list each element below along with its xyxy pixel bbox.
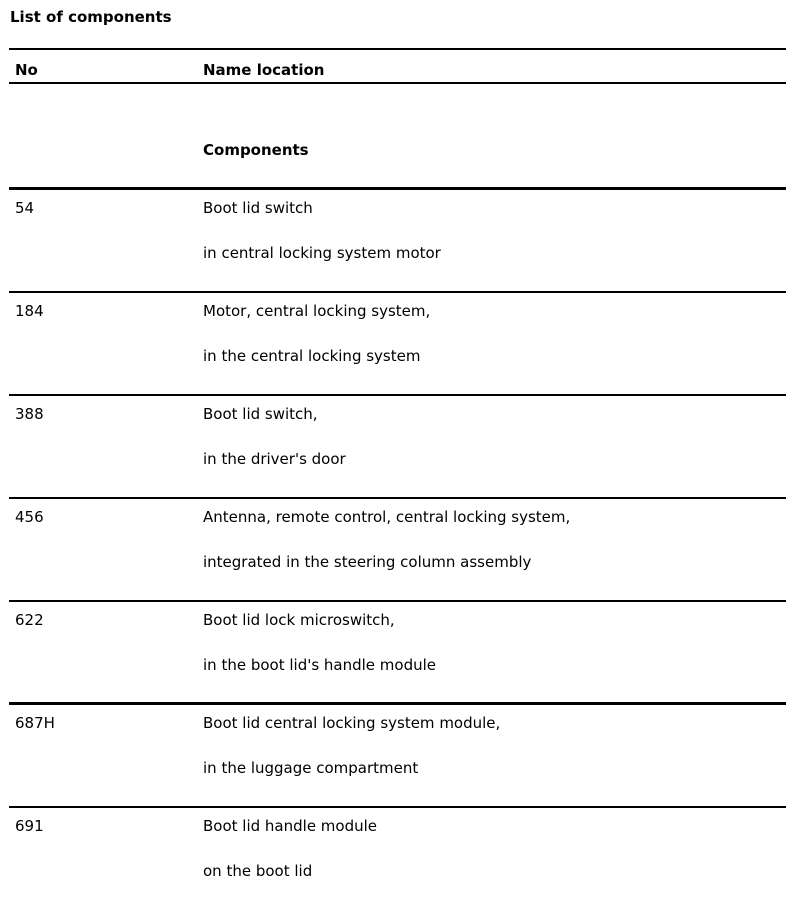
component-number: 388: [15, 405, 44, 423]
component-number: 622: [15, 611, 44, 629]
components-table: [9, 48, 786, 911]
document-title: List of components: [10, 8, 172, 26]
component-location: in the driver's door: [203, 450, 346, 468]
component-name: Motor, central locking system,: [203, 302, 431, 320]
table-header-row: [9, 48, 786, 84]
component-name: Antenna, remote control, central locking system,: [203, 508, 571, 526]
component-number: 456: [15, 508, 44, 526]
component-number: 687H: [15, 714, 55, 732]
table-row: [9, 190, 786, 293]
component-location: in the luggage compartment: [203, 759, 419, 777]
component-name: Boot lid switch,: [203, 405, 318, 423]
table-row: [9, 808, 786, 911]
component-location: integrated in the steering column assembly: [203, 553, 532, 571]
component-number: 184: [15, 302, 44, 320]
section-label: Components: [203, 141, 309, 159]
header-no: No: [15, 61, 38, 79]
component-location: on the boot lid: [203, 862, 313, 880]
table-row: [9, 293, 786, 396]
table-row: [9, 705, 786, 808]
component-name: Boot lid handle module: [203, 817, 378, 835]
section-row-components: [9, 84, 786, 190]
table-row: [9, 499, 786, 602]
component-number: 54: [15, 199, 35, 217]
component-name: Boot lid lock microswitch,: [203, 611, 395, 629]
component-location: in central locking system motor: [203, 244, 441, 262]
component-name: Boot lid central locking system module,: [203, 714, 501, 732]
table-row: [9, 602, 786, 705]
component-number: 691: [15, 817, 44, 835]
component-name: Boot lid switch: [203, 199, 313, 217]
component-location: in the boot lid's handle module: [203, 656, 437, 674]
table-row: [9, 396, 786, 499]
component-location: in the central locking system: [203, 347, 421, 365]
header-name-location: Name location: [203, 61, 325, 79]
